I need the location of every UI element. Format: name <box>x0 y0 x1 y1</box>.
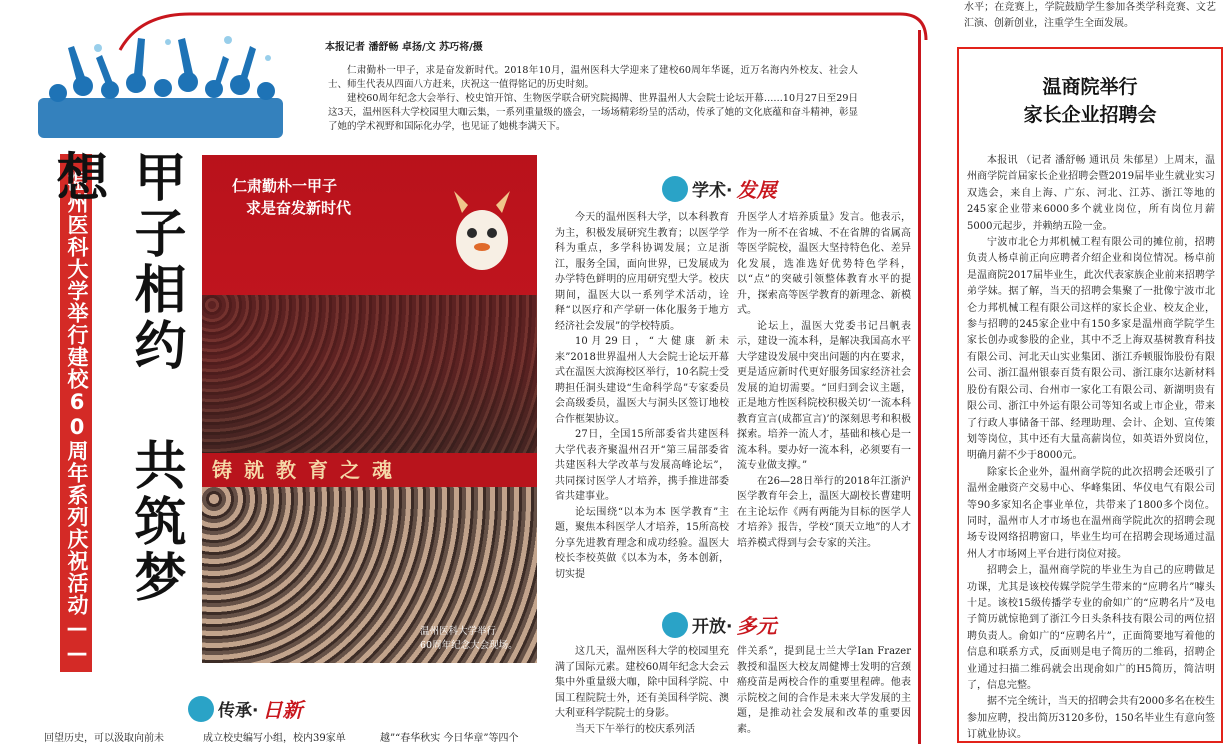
bottom-text-2: 成立校史编写小组，校内39家单 <box>203 733 346 744</box>
paragraph: 升医学人才培养质量》发言。他表示，作为一所不在省城、不在省牌的省属高等医学院校，温医大坚持特色化、差异化发展，选准选好优势特色学科，以“点”的突破引领整体教育水平的提升，探索高等医学教育的新理念、新模式。 <box>737 212 911 316</box>
main-headline: 甲子相约 共筑梦想 <box>47 150 185 606</box>
intro-text <box>328 64 858 134</box>
paragraph: 论坛上，温医大党委书记吕帆表示，建设一流本科，是解决我国高水平大学建设发展中突出问题的内在要求，更是适应新时代更好服务国家经济社会发展的迫切需要。“回归到会议主题，正是地方性医科院校积极关切‘一流本科教育宣言(成都宣言)’的深刻思考和积极探索。培养一流人才，基础和核心是一流本科。要办好一流本科，必须要有一流专业做支撑。” <box>737 320 911 471</box>
paragraph: 招聘会上，温州商学院的毕业生为自己的应聘做足功课，尤其是该校传媒学院学生带来的“应聘名片”噱头十足。该校15级传播学专业的俞如广的“应聘名片”及电子简历就惊艳到了浙江今日头条科技有限公司的两位招聘负责人。俞如广的“应聘名片”，正面简要地写着他的信息和联系方式，反面则是电子简历的二维码，招聘企业通过扫描二维码就会出现俞如广的H5简历，简洁明了，信息完整。 <box>967 565 1215 691</box>
right-column-rule <box>918 30 921 744</box>
paragraph: 论坛围绕“以本为本 医学教育”主题，聚焦本科医学人才培养，15所高校分享先进教育理念和成功经验。温医大校长李校英做《以本为本，务本创新，切实提 <box>555 506 729 580</box>
right-article-body <box>967 153 1215 744</box>
bottom-text-3: 越”“春华秋实 今日华章”等四个 <box>380 733 519 744</box>
section-dot-icon <box>662 176 688 202</box>
right-article-title <box>957 73 1223 129</box>
section-title-b: 日新 <box>262 698 303 722</box>
paragraph: 今天的温州医科大学，以本科教育为主，积极发展研究生教育；以医学学科为重点，多学科协调发展；立足浙江，服务全国，面向世界，已发展成为办学特色鲜明的应用研究型大学。校庆期间，温医大以一系列学术活动，诠释“以医疗和产学研一体化服务于地方经济社会发展”的学校特质。 <box>555 212 729 332</box>
right-title-line2: 家长企业招聘会 <box>1023 104 1157 126</box>
section-title-b: 发展 <box>736 178 777 202</box>
caption-line1: 温州医科大学举行 <box>420 626 497 637</box>
photo-caption <box>420 625 535 653</box>
caption-line2: 60周年纪念大会现场。 <box>420 640 518 651</box>
paragraph: 伴关系”，提到昆士兰大学Ian Frazer教授和温医大校友周健博士发明的宫颈癌疫苗是两校合作的重要里程碑。他表示院校之间的合作是未来大学发展的主题，是推动社会发展和改革的重要因素。 <box>737 646 911 735</box>
article-column-4 <box>737 644 911 737</box>
section-dot-icon <box>662 612 688 638</box>
paragraph: 水平；在竞赛上，学院鼓励学生参加各类学科竞赛、文艺汇演、创新创业，注重学生全面发展。 <box>964 2 1216 29</box>
crowd-area <box>202 295 537 455</box>
paragraph: 当天下午举行的校庆系列活 <box>575 723 695 735</box>
paragraph: 宁波市北仑力邦机械工程有限公司的摊位前，招聘负责人杨卓前正向应聘者介绍企业和岗位情况。杨卓前是温商院2017届毕业生，此次代表家族企业前来招聘学弟学妹。据了解，当天的招聘会集聚了一批像宁波市北仑力邦机械工程有限公司这样的家长企业、校友企业，参与招聘的245家企业中有150多家是温州商学院学生家长创办或参股的企业，其中不乏上海双基树教育科技有限公司、河北天山实业集团、浙江乔顿服饰股份有限公司、浙江温州银泰百货有限公司、浙江康尔达新材料股份有限公司、台州市一家化工有限公司、新湖明贵有限公司、浙江中外运有限公司等知名或上市企业，带来了行政人事储备干部、经理助理、会计、企划、宣传策划等岗位，其中还有大量高薪岗位，如英语外贸岗位，明确月薪不少于8000元。 <box>967 237 1215 462</box>
paragraph: 在26—28日举行的2018年江浙沪医学教育年会上，温医大副校长曹建明在主论坛作《两有两能为目标的医学人才培养》报告，学校“顶天立地”的人才培养模式得到与会专家的关注。 <box>737 475 911 549</box>
byline: 本报记者 潘舒畅 卓扬/文 苏巧将/摄 <box>325 42 483 53</box>
paragraph: 27日，全国15所部委省共建医科大学代表齐聚温州召开“第三届部委省共建医科大学改革与发展高峰论坛”，共同探讨医学人才培养，携手推进部委省共建事业。 <box>555 429 729 502</box>
section-title-a: 开放· <box>692 617 733 637</box>
left-banner <box>60 154 92 672</box>
ceremony-photo <box>202 155 537 663</box>
photo-banner-line2: 求是奋发新时代 <box>246 199 352 217</box>
section-head-academic <box>662 174 776 203</box>
decorative-curve <box>100 0 940 70</box>
intro-paragraph: 建校60周年纪念大会举行、校史馆开馆、生物医学联合研究院揭牌、世界温州人大会院士论坛开幕……10月27日至29日这3天，温州医科大学校园里大咖云集，一系列重量级的盛会，一场场精彩纷呈的活动，传承了她的文化底蕴和奋斗精神，彰显了她的学术视野和国际化办学，也见证了她桃李满天下。 <box>328 93 858 132</box>
section-head-heritage <box>188 694 302 723</box>
photo-banner-line1: 仁肃勤朴一甲子 <box>232 177 338 195</box>
section-title-a: 学术· <box>692 181 733 201</box>
paragraph: 据不完全统计，当天的招聘会共有2000多名在校生参加应聘，投出简历3120多份，150名毕业生有意向签订就业协议。 <box>967 696 1215 741</box>
bottom-text-1: 回望历史，可以汲取向前未 <box>44 733 164 744</box>
paragraph: 除家长企业外，温州商学院的此次招聘会还吸引了温州金融资产交易中心、华峰集团、华仪电气有限公司等90多家知名企事业单位，共带来了1800多个岗位。同时，温州市人才市场也在温州商学院此次的招聘会现场专设网络招聘窗口，毕业生均可在招聘会现场通过温州人才市场网上平台进行岗位对接。 <box>967 466 1215 560</box>
paragraph: 10月29日，“大健康 新未来”2018世界温州人大会院士论坛开幕式在温医大滨海校区举行，10名院士受聘担任洞头建设“生命科学岛”专家委员会高级委员，温医大与洞头区签订地校合作框架协议。 <box>555 336 729 425</box>
section-title-a: 传承· <box>218 701 259 721</box>
left-banner-text: 温州医科大学举行建校60周年系列庆祝活动—— <box>65 170 89 666</box>
mascot-icon <box>442 185 522 275</box>
article-column-1 <box>555 210 729 582</box>
photo-top-banner <box>222 175 462 245</box>
section-title-b: 多元 <box>736 614 777 638</box>
intro-paragraph: 仁肃勤朴一甲子，求是奋发新时代。2018年10月，温州医科大学迎来了建校60周年华诞，近万名海内外校友、社会人士、师生代表从四面八方赶来，庆祝这一值得铭记的历史时刻。 <box>328 65 858 90</box>
paragraph: 本报讯 （记者 潘舒畅 通讯员 朱郁星）上周末，温州商学院首届家长企业招聘会暨2019届毕业生就业实习双选会，来自上海、广东、河北、江苏、浙江等地的245家企业带来6000多个就业岗位，所有岗位月薪5000元起步，并赖纳五险一金。 <box>967 155 1215 232</box>
photo-mid-banner: 铸就教育之魂 <box>202 453 537 487</box>
right-title-line1: 温商院举行 <box>1042 76 1138 98</box>
article-column-2 <box>737 210 911 551</box>
section-head-open <box>662 610 776 639</box>
paragraph: 这几天，温州医科大学的校园里充满了国际元素。建校60周年纪念大会云集中外重量级大咖，除中国科学院、中国工程院院士外，还有美国科学院、澳大利亚科学院院士的身影。 <box>555 646 729 719</box>
section-dot-icon <box>188 696 214 722</box>
right-top-text <box>964 0 1216 32</box>
article-column-3 <box>555 644 729 737</box>
